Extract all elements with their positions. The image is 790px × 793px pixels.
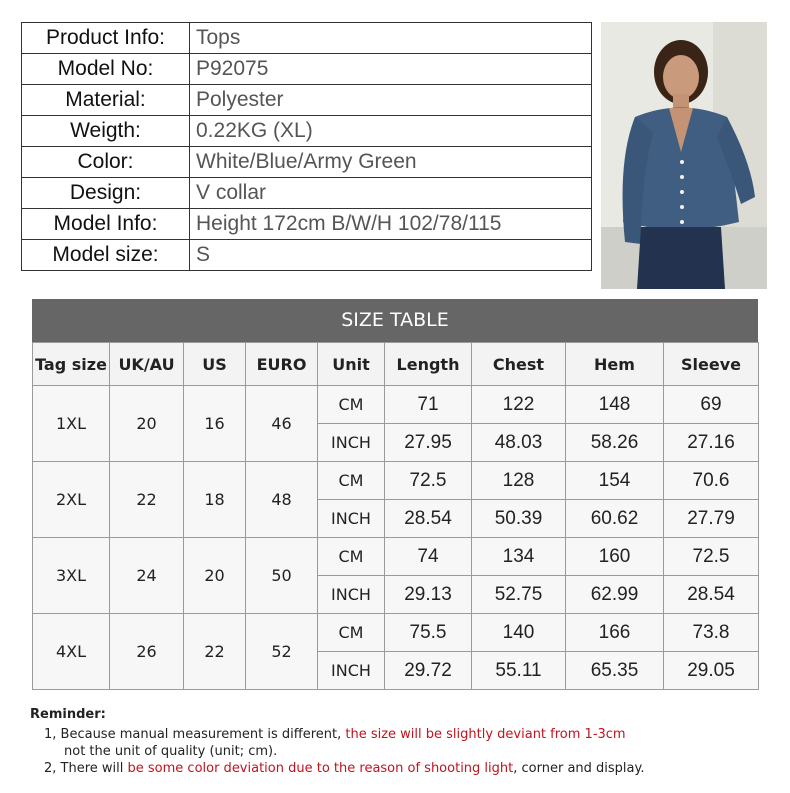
size-table-title: SIZE TABLE xyxy=(32,299,758,342)
size-header-cell: Tag size xyxy=(33,343,110,386)
reminder-title: Reminder: xyxy=(30,707,106,722)
info-row xyxy=(22,85,592,116)
unit-inch-cell: INCH xyxy=(318,500,385,538)
info-label: Model size: xyxy=(22,240,190,271)
info-label: Color: xyxy=(22,147,190,178)
measurement-cm-cell: 69 xyxy=(664,386,759,424)
unit-cm-cell: CM xyxy=(318,462,385,500)
measurement-inch-cell: 27.79 xyxy=(664,500,759,538)
info-value: 0.22KG (XL) xyxy=(190,116,592,147)
size-us-cell: 20 xyxy=(184,538,246,614)
size-uk-cell: 22 xyxy=(110,462,184,538)
reminder-line-1-highlight: the size will be slightly deviant from 1-3cm xyxy=(345,727,626,742)
reminder-line-1-text: 1, Because manual measurement is different, xyxy=(44,727,346,742)
info-label: Model Info: xyxy=(22,209,190,240)
measurement-cm-cell: 140 xyxy=(472,614,566,652)
size-us-cell: 18 xyxy=(184,462,246,538)
size-tag-cell: 4XL xyxy=(33,614,110,690)
size-row-cm xyxy=(33,614,759,652)
measurement-cm-cell: 71 xyxy=(385,386,472,424)
size-us-cell: 22 xyxy=(184,614,246,690)
info-row xyxy=(22,178,592,209)
product-info-body xyxy=(22,23,592,271)
measurement-inch-cell: 65.35 xyxy=(566,652,664,690)
size-euro-cell: 52 xyxy=(246,614,318,690)
size-tag-cell: 2XL xyxy=(33,462,110,538)
measurement-inch-cell: 58.26 xyxy=(566,424,664,462)
info-row xyxy=(22,116,592,147)
measurement-cm-cell: 122 xyxy=(472,386,566,424)
reminder-line-2-highlight: be some color deviation due to the reason of shooting light xyxy=(127,761,514,776)
measurement-cm-cell: 160 xyxy=(566,538,664,576)
measurement-cm-cell: 154 xyxy=(566,462,664,500)
measurement-cm-cell: 166 xyxy=(566,614,664,652)
size-table-body xyxy=(33,386,759,690)
info-value: V collar xyxy=(190,178,592,209)
info-label: Material: xyxy=(22,85,190,116)
info-value: S xyxy=(190,240,592,271)
info-label: Model No: xyxy=(22,54,190,85)
info-row xyxy=(22,240,592,271)
measurement-inch-cell: 28.54 xyxy=(385,500,472,538)
unit-cm-cell: CM xyxy=(318,386,385,424)
reminder-line-2 xyxy=(30,760,644,777)
unit-cm-cell: CM xyxy=(318,614,385,652)
size-header-cell: Unit xyxy=(318,343,385,386)
size-header-cell: Chest xyxy=(472,343,566,386)
info-label: Weigth: xyxy=(22,116,190,147)
measurement-cm-cell: 75.5 xyxy=(385,614,472,652)
measurement-inch-cell: 60.62 xyxy=(566,500,664,538)
size-uk-cell: 20 xyxy=(110,386,184,462)
measurement-inch-cell: 28.54 xyxy=(664,576,759,614)
info-label: Design: xyxy=(22,178,190,209)
measurement-inch-cell: 29.13 xyxy=(385,576,472,614)
unit-inch-cell: INCH xyxy=(318,424,385,462)
info-row xyxy=(22,147,592,178)
measurement-inch-cell: 27.16 xyxy=(664,424,759,462)
info-value: Height 172cm B/W/H 102/78/115 xyxy=(190,209,592,240)
size-table xyxy=(32,342,759,690)
measurement-cm-cell: 128 xyxy=(472,462,566,500)
size-header-cell: Length xyxy=(385,343,472,386)
measurement-inch-cell: 50.39 xyxy=(472,500,566,538)
info-row xyxy=(22,209,592,240)
measurement-inch-cell: 48.03 xyxy=(472,424,566,462)
size-header-cell: UK/AU xyxy=(110,343,184,386)
model-photo xyxy=(601,22,767,289)
reminder-line-2-text: 2, There will xyxy=(44,761,128,776)
model-figure-image xyxy=(601,22,767,289)
measurement-cm-cell: 72.5 xyxy=(664,538,759,576)
size-row-cm xyxy=(33,462,759,500)
info-row xyxy=(22,23,592,54)
measurement-inch-cell: 27.95 xyxy=(385,424,472,462)
product-info-table xyxy=(21,22,592,271)
size-euro-cell: 50 xyxy=(246,538,318,614)
info-value: Polyester xyxy=(190,85,592,116)
size-header-cell: Sleeve xyxy=(664,343,759,386)
size-table-header-row xyxy=(33,343,759,386)
size-tag-cell: 3XL xyxy=(33,538,110,614)
size-uk-cell: 24 xyxy=(110,538,184,614)
info-value: P92075 xyxy=(190,54,592,85)
size-euro-cell: 48 xyxy=(246,462,318,538)
measurement-inch-cell: 29.05 xyxy=(664,652,759,690)
reminder-section xyxy=(30,706,644,777)
reminder-line-1 xyxy=(30,726,644,743)
size-row-cm xyxy=(33,538,759,576)
size-header-cell: EURO xyxy=(246,343,318,386)
info-label: Product Info: xyxy=(22,23,190,54)
size-euro-cell: 46 xyxy=(246,386,318,462)
unit-cm-cell: CM xyxy=(318,538,385,576)
measurement-inch-cell: 62.99 xyxy=(566,576,664,614)
info-value: Tops xyxy=(190,23,592,54)
measurement-cm-cell: 72.5 xyxy=(385,462,472,500)
measurement-cm-cell: 74 xyxy=(385,538,472,576)
measurement-cm-cell: 70.6 xyxy=(664,462,759,500)
measurement-inch-cell: 29.72 xyxy=(385,652,472,690)
size-header-cell: Hem xyxy=(566,343,664,386)
info-value: White/Blue/Army Green xyxy=(190,147,592,178)
measurement-cm-cell: 73.8 xyxy=(664,614,759,652)
size-header-cell: US xyxy=(184,343,246,386)
reminder-line-1-cont: not the unit of quality (unit; cm). xyxy=(64,744,278,759)
measurement-inch-cell: 55.11 xyxy=(472,652,566,690)
size-row-cm xyxy=(33,386,759,424)
unit-inch-cell: INCH xyxy=(318,652,385,690)
info-row xyxy=(22,54,592,85)
measurement-cm-cell: 148 xyxy=(566,386,664,424)
measurement-cm-cell: 134 xyxy=(472,538,566,576)
measurement-inch-cell: 52.75 xyxy=(472,576,566,614)
size-tag-cell: 1XL xyxy=(33,386,110,462)
unit-inch-cell: INCH xyxy=(318,576,385,614)
size-us-cell: 16 xyxy=(184,386,246,462)
reminder-line-2-end: , corner and display. xyxy=(513,761,645,776)
size-uk-cell: 26 xyxy=(110,614,184,690)
